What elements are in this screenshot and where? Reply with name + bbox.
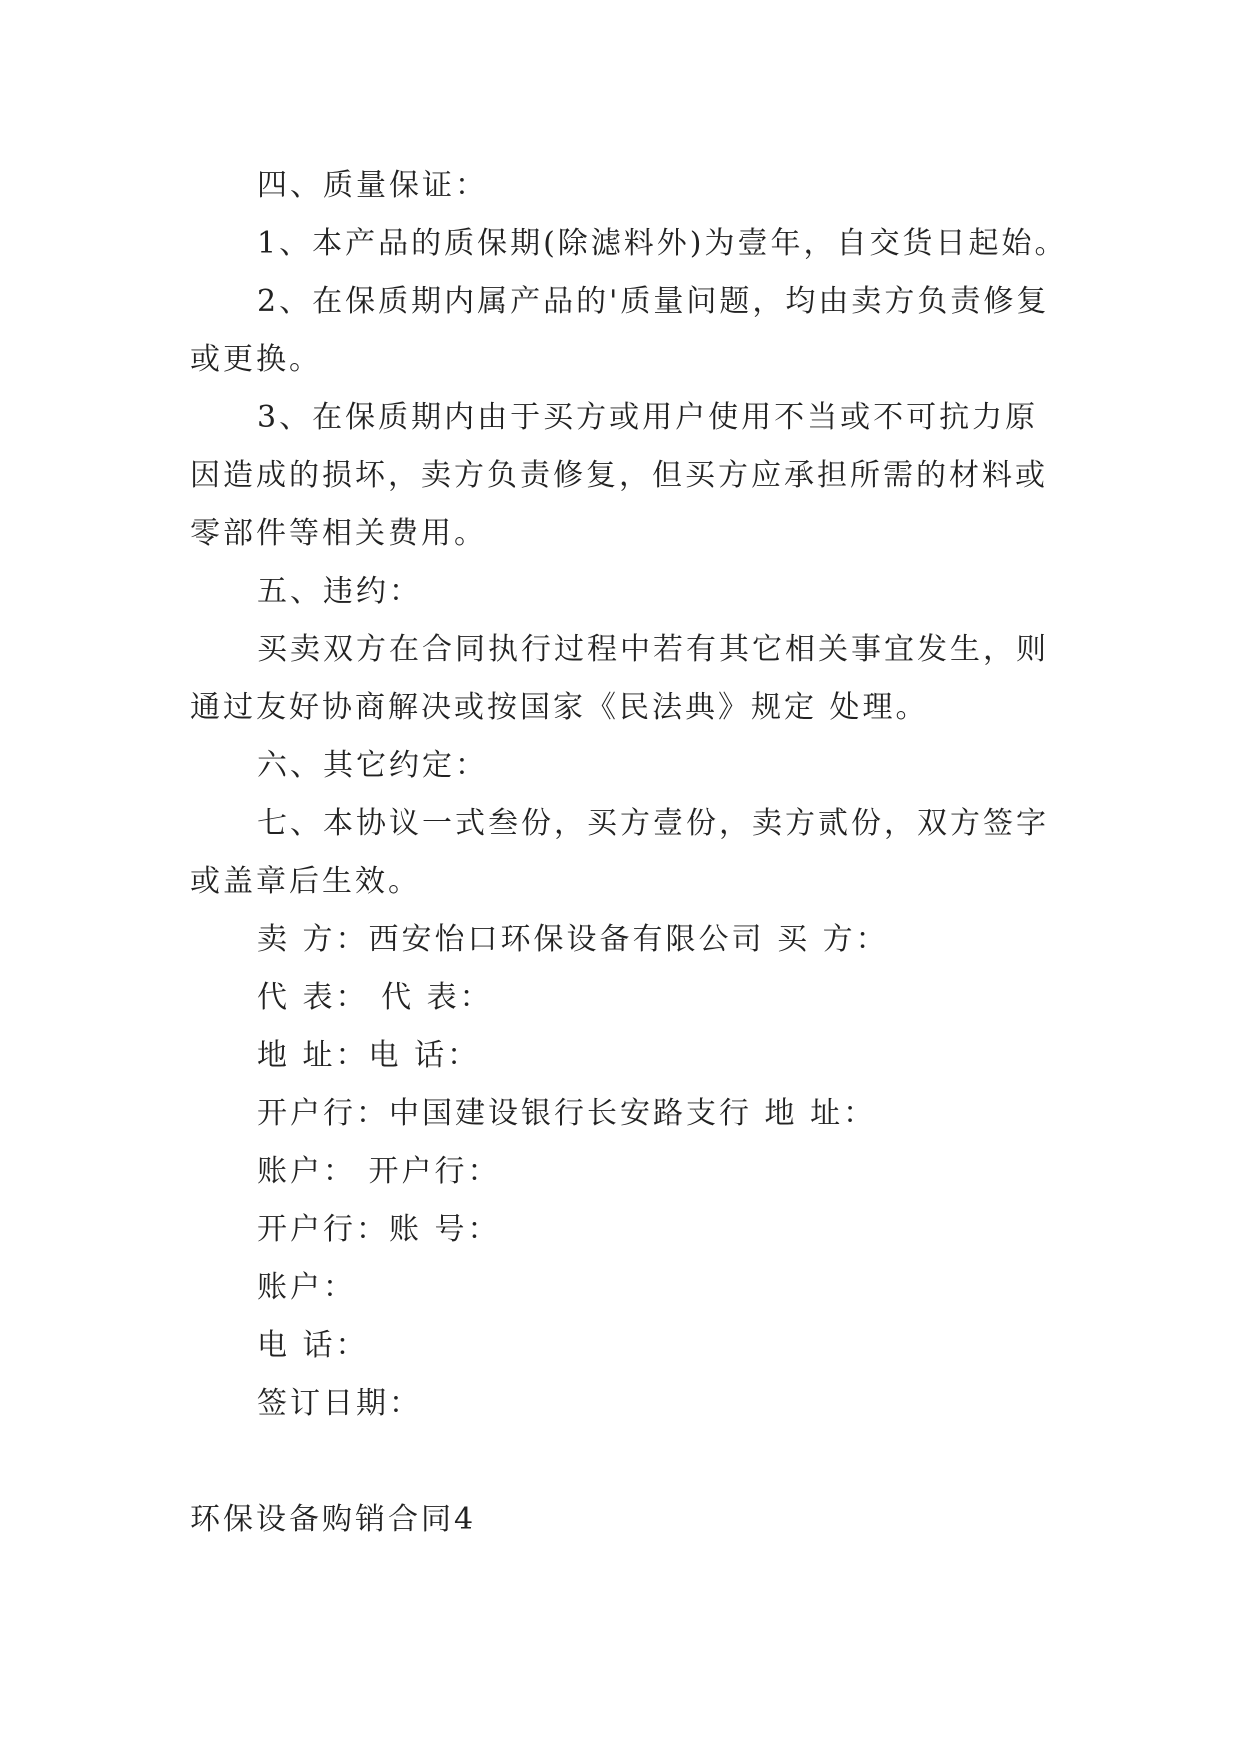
- next-document-title: 环保设备购销合同4: [190, 1502, 477, 1537]
- paragraph-line: 通过友好协商解决或按国家《民法典》规定 处理。: [190, 690, 929, 725]
- party-line: 代 表： 代 表：: [257, 980, 493, 1015]
- paragraph-line: 买卖双方在合同执行过程中若有其它相关事宜发生，则: [257, 632, 1049, 667]
- paragraph-line: 1、本产品的质保期(除滤料外)为壹年，自交货日起始。: [257, 226, 1068, 261]
- paragraph-line: 2、在保质期内属产品的'质量问题，均由卖方负责修复: [257, 284, 1050, 319]
- paragraph-line: 零部件等相关费用。: [190, 516, 487, 551]
- paragraph-line: 或盖章后生效。: [190, 864, 421, 899]
- paragraph-line: 或更换。: [190, 342, 322, 377]
- party-line: 账户：: [257, 1270, 356, 1305]
- paragraph-line: 3、在保质期内由于买方或用户使用不当或不可抗力原: [257, 400, 1039, 435]
- party-line: 卖 方：西安怡口环保设备有限公司 买 方：: [257, 922, 889, 957]
- section-heading-other: 六、其它约定：: [257, 748, 488, 783]
- section-heading-breach: 五、违约：: [257, 574, 422, 609]
- party-line: 开户行：账 号：: [257, 1212, 501, 1247]
- party-line: 开户行：中国建设银行长安路支行 地 址：: [257, 1096, 877, 1131]
- party-line: 电 话：: [257, 1328, 369, 1363]
- party-line: 账户： 开户行：: [257, 1154, 501, 1189]
- paragraph-line: 七、本协议一式叁份，买方壹份，卖方贰份，双方签字: [257, 806, 1049, 841]
- party-line: 地 址：电 话：: [257, 1038, 481, 1073]
- signing-date-line: 签订日期：: [257, 1386, 422, 1421]
- paragraph-line: 因造成的损坏，卖方负责修复，但买方应承担所需的材料或: [190, 458, 1048, 493]
- section-heading-quality: 四、质量保证：: [257, 168, 488, 203]
